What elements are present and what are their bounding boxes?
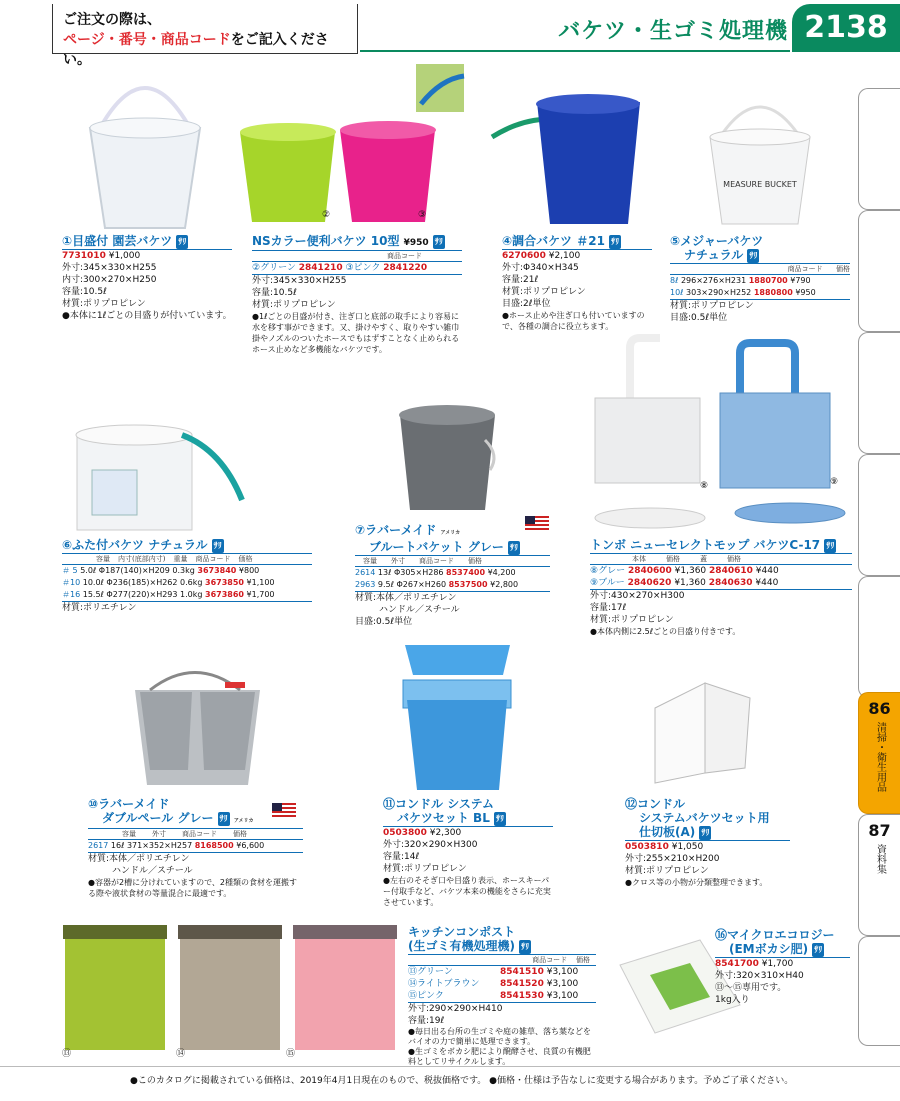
product-2-spec-3: 材質:ポリプロピレン — [252, 300, 336, 310]
brute-bucket-image — [395, 400, 505, 515]
product-13-note-1: ●毎日出る台所の生ゴミや庭の雑草、落ち葉などをバイオの力で簡単に処理できます。 — [408, 1026, 591, 1046]
product-8-spec-1: 外寸:430×270×H300 — [590, 590, 685, 601]
product-4-spec-2: 容量:21ℓ — [502, 274, 539, 285]
product-1-title: ①目盛付 園芸バケツ ｻﾘ — [62, 234, 232, 250]
notice-line1: ご注文の際は、 — [63, 12, 161, 28]
product-1-note: ●本体に1ℓごとの目盛りが付いています。 — [62, 310, 232, 321]
product-4-spec-4: 目盛:2ℓ単位 — [502, 298, 551, 309]
product-4-title: ④調合バケツ ＃21 ｻﾘ — [502, 234, 652, 250]
product-6-row: ＃16 15.5ℓ Φ277(220)×H293 1.0kg 3673860 ¥1,700 — [62, 589, 312, 602]
product-4-note: ●ホース止めや注ぎ口も付いていますので、各種の調合に役立ちます。 — [502, 310, 645, 331]
product-2-spec-2: 容量:10.5ℓ — [252, 288, 297, 298]
tab-label: 資料集 — [874, 844, 886, 874]
kitchen-compost-image — [60, 920, 400, 1060]
double-pail-image — [130, 660, 265, 795]
side-tab-blank-1[interactable] — [858, 88, 900, 210]
tab-number: 86 — [868, 699, 891, 718]
measure-bucket-image — [700, 92, 820, 228]
side-tab-blank-5[interactable] — [858, 576, 900, 698]
product-1-spec-3: 容量:10.5ℓ — [62, 286, 107, 297]
product-2-title: NSカラー便利バケツ 10型 ¥950 ｻﾘ — [252, 234, 462, 251]
system-bucket-image — [395, 640, 520, 795]
product-1-spec-4: 材質:ポリプロピレン — [62, 298, 146, 309]
product-16: ⑯マイクロエコロジー (EMボカシ肥) ｻﾘ 8541700 ¥1,700 外寸:320×310×H40 ⑬〜⑮専用です。 1kg入り — [715, 928, 850, 1006]
product-2-spec-1: 外寸:345×330×H255 — [252, 276, 347, 286]
product-8-spec-2: 容量:17ℓ — [590, 602, 627, 613]
mop-bucket-image — [590, 338, 855, 533]
marker-9: ⑨ — [830, 477, 839, 487]
tab-label: 清掃・衛生用品 — [874, 722, 886, 792]
product-1-code: 7731010 — [62, 250, 106, 261]
product-5-spec-2: 目盛:0.5ℓ単位 — [670, 312, 728, 323]
product-2: NSカラー便利バケツ 10型 ¥950 ｻﾘ 商品コード ②グリーン 2841210 ③ピンク 2841220 外寸:345×330×H255 容量:10.5ℓ 材質:ポリプロピレン ●1ℓごとの目盛が付き、注ぎ口と底部の取手により容易に水を移す事ができます。又、掛けやすく、取りやすい雑巾掛やノズルのついたホースでもはずすことなく止められるホース止めなど多機能なバケツです。 — [252, 234, 462, 355]
product-12: ⑫コンドル システムバケツセット用 仕切板(A) ｻﾘ 0503810 ¥1,050 外寸:255×210×H200 材質:ポリプロピレン ●クロス等の小物が分類整理できます。 — [625, 797, 790, 889]
product-6-row: ＃ 5 5.0ℓ Φ187(140)×H209 0.3kg 3673840 ¥800 — [62, 565, 260, 575]
measure-bucket-label: MEASURE BUCKET — [723, 180, 797, 189]
marker-2: ② — [322, 210, 331, 220]
product-11-note: ●左右のそそぎ口や目盛り表示、ホースキーパー付取手など、バケツ本来の機能をさらに充実させています。 — [383, 875, 551, 907]
product-16-spec-2: ⑬〜⑮専用です。 — [715, 982, 787, 993]
tab-number: 87 — [868, 821, 891, 840]
marker-15: ⑮ — [286, 1049, 296, 1059]
marker-13: ⑬ — [62, 1049, 72, 1059]
footer-note: ●このカタログに掲載されている価格は、2019年4月1日現在のもので、税抜価格です。 ●価格・仕様は予告なしに変更する場合があります。予めご了承ください。 — [130, 1076, 794, 1086]
side-tab-86[interactable] — [858, 692, 900, 814]
side-tab-blank-4[interactable] — [858, 454, 900, 576]
page-title: バケツ・生ゴミ処理機 — [558, 19, 788, 44]
product-10: ⑩ラバーメイド ダブルペール グレー ｻﾘ アメリカ 容量 外寸 商品コード 価格 2617 16ℓ 371×352×H257 8168500 ¥6,600 材質:本体／ポリエチレン ハンドル／スチール ●容器が2槽に分けれていますので、2種類の食材を運搬する際や液状食材の等量混合に最適です。 — [88, 797, 303, 899]
product-8-note: ●本体内側に2.5ℓごとの目盛り付きです。 — [590, 626, 741, 636]
product-10-spec-2: ハンドル／スチール — [112, 866, 193, 876]
order-notice — [52, 4, 358, 68]
notice-tail: をご記入ください。 — [63, 32, 329, 68]
product-13-spec-1: 外寸:290×290×H410 — [408, 1003, 503, 1014]
product-12-note: ●クロス等の小物が分類整理できます。 — [625, 877, 768, 887]
side-tab-blank-6[interactable] — [858, 936, 900, 1046]
product-1-spec-1: 外寸:345×330×H255 — [62, 262, 157, 273]
product-1-spec-2: 内寸:300×270×H250 — [62, 274, 157, 285]
product-13-note-2: ●生ゴミをボカシ肥により醗酵させ、良質の有機肥料としてリサイクルします。 — [408, 1046, 591, 1066]
product-2-table-head: 商品コード — [252, 251, 462, 262]
product-10-note: ●容器が2槽に分けれていますので、2種類の食材を運搬する際や液状食材の等量混合に最適です。 — [88, 878, 297, 898]
product-6-row: ＃10 10.0ℓ Φ236(185)×H262 0.6kg 3673850 ¥1,100 — [62, 577, 275, 587]
product-5-title: ⑤メジャーバケツ — [670, 234, 764, 248]
product-7-spec-1: 材質:本体／ポリエチレン — [355, 592, 457, 603]
product-13: キッチンコンポスト (生ゴミ有機処理機) ｻﾘ 商品コード 価格 ⑬グリーン 8541510 ¥3,100 ⑭ライトブラウン 8541520 ¥3,100 ⑮ピンク 8541530 ¥3,100 外寸:290×290×H410 容量:19ℓ ●毎日出る台所の生ゴミや庭の雑草、落ち葉などをバイオの力で簡単に処理できます。 ●生ゴミをボカシ肥により醗酵させ、良質の有機肥料としてリサイクルします。 — [408, 925, 596, 1067]
product-5-spec-1: 材質:ポリプロピレン — [670, 300, 754, 311]
hose-inset-image — [416, 64, 464, 112]
product-11-spec-3: 材質:ポリプロピレン — [383, 863, 467, 874]
product-11-spec-1: 外寸:320×290×H300 — [383, 839, 478, 850]
side-tab-87[interactable] — [858, 814, 900, 936]
product-8-spec-3: 材質:ポリプロピレン — [590, 614, 674, 625]
product-11-spec-2: 容量:14ℓ — [383, 851, 420, 862]
mixing-bucket-image — [492, 92, 642, 230]
product-7-spec-3: 目盛:0.5ℓ単位 — [355, 616, 413, 627]
product-6-spec-1: 材質:ポリエチレン — [62, 602, 137, 613]
product-4-spec-1: 外寸:Φ340×H345 — [502, 262, 579, 273]
side-tab-blank-2[interactable] — [858, 210, 900, 332]
product-7-spec-2: ハンドル／スチール — [379, 604, 460, 615]
ns-color-bucket-image — [240, 82, 440, 230]
product-12-spec-2: 材質:ポリプロピレン — [625, 865, 709, 876]
product-1-price: ¥1,000 — [108, 250, 141, 261]
product-12-spec-1: 外寸:255×210×H200 — [625, 853, 720, 864]
product-2-note: ●1ℓごとの目盛が付き、注ぎ口と底部の取手により容易に水を移す事ができます。又、掛けやすく、取りやすい雑巾掛やノズルのついたホースでもはずすことなく止められるホース止めなど多機能なバケツです。 — [252, 312, 460, 354]
product-7: ⑦ラバーメイド アメリカ ブルートバケット グレー ｻﾘ 容量 外寸 商品コード 価格 2614 13ℓ Φ305×H286 8537400 ¥4,200 2963 9.5ℓ Φ267×H260 8537500 ¥2,800 材質:本体／ポリエチレン ハンドル／スチール 目盛:0.5ℓ単位 — [355, 523, 550, 628]
product-1 — [62, 234, 232, 322]
header-divider — [360, 50, 790, 52]
product-16-spec-3: 1kg入り — [715, 994, 750, 1005]
product-5: ⑤メジャーバケツ ナチュラル ｻﾘ 商品コード 価格 8ℓ 296×276×H231 1880700 ¥790 10ℓ 303×290×H252 1880800 ¥950 材質:ポリプロピレン 目盛:0.5ℓ単位 — [670, 234, 850, 323]
product-16-spec-1: 外寸:320×310×H40 — [715, 970, 804, 981]
product-4: ④調合バケツ ＃21 ｻﾘ 6270600 ¥2,100 外寸:Φ340×H345 容量:21ℓ 材質:ポリプロピレン 目盛:2ℓ単位 ●ホース止めや注ぎ口も付いていますので、各種の調合に役立ちます。 — [502, 234, 652, 332]
divider-board-image — [645, 678, 755, 788]
product-8: トンボ ニューセレクトモップ バケツC-17 ｻﾘ 本体 価格 蓋 価格 ⑧グレー 2840600 ¥1,360 2840610 ¥440 ⑨ブルー 2840620 ¥1,360 2840630 ¥440 外寸:430×270×H300 容量:17ℓ 材質:ポリプロピレン ●本体内側に2.5ℓごとの目盛り付きです。 — [590, 538, 852, 638]
marker-3: ③ — [418, 210, 427, 220]
notice-highlight: ページ・番号・商品コード — [63, 32, 231, 48]
footer-divider — [0, 1066, 900, 1067]
lidded-bucket-image — [72, 400, 252, 535]
marker-8: ⑧ — [700, 481, 709, 491]
product-11: ⑪コンドル システム バケツセット BL ｻﾘ 0503800 ¥2,300 外寸:320×290×H300 容量:14ℓ 材質:ポリプロピレン ●左右のそそぎ口や目盛り表示、ホースキーパー付取手など、バケツ本来の機能をさらに充実させています。 — [383, 797, 553, 908]
side-tab-blank-3[interactable] — [858, 332, 900, 454]
product-4-spec-3: 材質:ポリプロピレン — [502, 286, 586, 297]
product-10-spec-1: 材質:本体／ポリエチレン — [88, 854, 190, 864]
product-13-spec-2: 容量:19ℓ — [408, 1015, 445, 1026]
marker-14: ⑭ — [176, 1049, 186, 1059]
garden-bucket-image — [80, 68, 210, 233]
product-6: ⑥ふた付バケツ ナチュラル ｻﾘ 容量 内寸(底部内寸) 重量 商品コード 価格 ＃ 5 5.0ℓ Φ187(140)×H209 0.3kg 3673840 ¥800 ＃10 10.0ℓ Φ236(185)×H262 0.6kg 3673850 ¥1,100 ＃16 15.5ℓ Φ277(220)×H293 1.0kg 3673860 ¥1,700 材質:ポリエチレン — [62, 538, 312, 614]
page-number: 2138 — [792, 4, 900, 52]
